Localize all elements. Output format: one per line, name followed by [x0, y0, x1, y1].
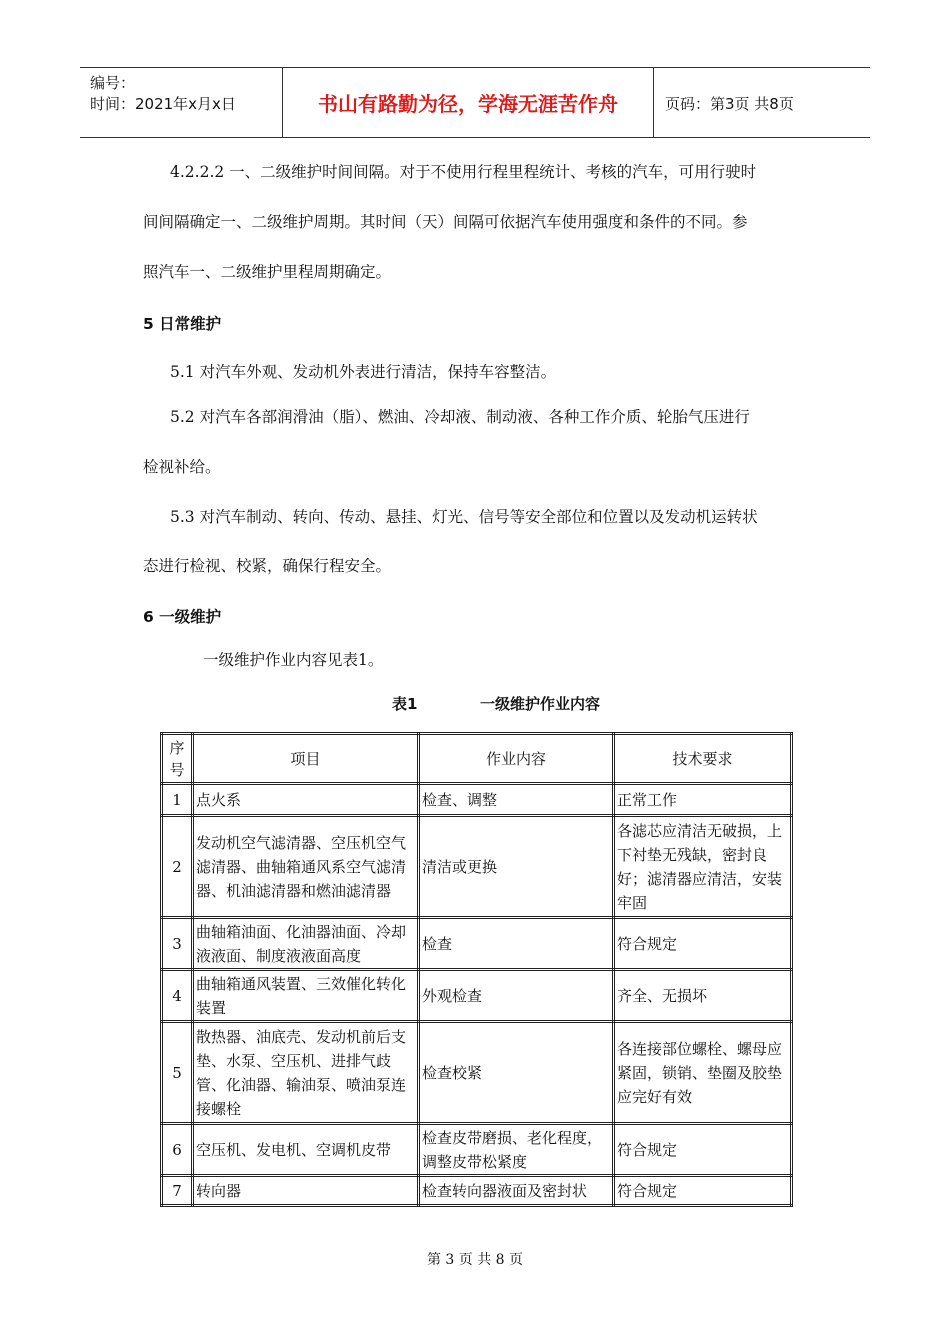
row-work: 外观检查 [419, 970, 614, 1022]
row-work: 检查 [419, 918, 614, 970]
row-req: 符合规定 [614, 1124, 792, 1176]
heading-5: 5 日常维护 [143, 315, 222, 333]
row-req: 正常工作 [614, 784, 792, 816]
page-header [80, 67, 870, 138]
row-item: 散热器、油底壳、发动机前后支垫、水泵、空压机、进排气歧管、化油器、输油泵、喷油泵连接螺栓 [193, 1022, 419, 1124]
row-item: 转向器 [193, 1176, 419, 1206]
row-no: 3 [162, 918, 193, 970]
row-req: 符合规定 [614, 918, 792, 970]
row-work: 检查、调整 [419, 784, 614, 816]
header-no: 序号 [162, 734, 193, 784]
row-no: 5 [162, 1022, 193, 1124]
header-work: 作业内容 [419, 734, 614, 784]
table-header-row [162, 734, 792, 784]
para-4222-line2: 间间隔确定一、二级维护周期。其时间（天）间隔可依据汽车使用强度和条件的不同。参 [143, 213, 748, 231]
row-item: 空压机、发电机、空调机皮带 [193, 1124, 419, 1176]
header-item: 项目 [193, 734, 419, 784]
row-work: 检查皮带磨损、老化程度，调整皮带松紧度 [419, 1124, 614, 1176]
row-req: 符合规定 [614, 1176, 792, 1206]
table-row [162, 918, 792, 970]
para-4222-line1: 4.2.2.2 一、二级维护时间间隔。对于不使用行程里程统计、考核的汽车，可用行驶时 [170, 163, 757, 181]
page-footer: 第 3 页 共 8 页 [426, 1252, 524, 1268]
row-no: 7 [162, 1176, 193, 1206]
table-row [162, 1176, 792, 1206]
para-4222-line3: 照汽车一、二级维护里程周期确定。 [143, 263, 392, 281]
header-req: 技术要求 [614, 734, 792, 784]
table-caption-title: 一级维护作业内容 [480, 695, 601, 713]
table-row [162, 1022, 792, 1124]
row-req: 各滤芯应清洁无破损，上下衬垫无残缺，密封良好；滤清器应清洁，安装牢固 [614, 816, 792, 918]
row-req: 各连接部位螺栓、螺母应紧固，锁销、垫圈及胶垫应完好有效 [614, 1022, 792, 1124]
para-53-line1: 5.3 对汽车制动、转向、传动、悬挂、灯光、信号等安全部位和位置以及发动机运转状 [170, 508, 758, 526]
para-51: 5.1 对汽车外观、发动机外表进行清洁，保持车容整洁。 [170, 363, 557, 381]
row-no: 6 [162, 1124, 193, 1176]
row-work: 检查校紧 [419, 1022, 614, 1124]
header-page-info: 页码：第3页 共8页 [665, 95, 794, 113]
row-work: 检查转向器液面及密封状 [419, 1176, 614, 1206]
doc-number-label: 编号： [90, 74, 136, 92]
row-no: 1 [162, 784, 193, 816]
maintenance-table [160, 732, 793, 1207]
para-52-line2: 检视补给。 [143, 458, 221, 476]
row-req: 齐全、无损坏 [614, 970, 792, 1022]
para-53-line2: 态进行检视、校紧，确保行程安全。 [143, 557, 392, 575]
row-item: 发动机空气滤清器、空压机空气滤清器、曲轴箱通风系空气滤清器、机油滤清器和燃油滤清器 [193, 816, 419, 918]
table-row [162, 970, 792, 1022]
header-meta [80, 68, 283, 137]
para-6: 一级维护作业内容见表1。 [203, 651, 384, 669]
header-motto: 书山有路勤为径，学海无涯苦作舟 [283, 68, 654, 137]
row-no: 2 [162, 816, 193, 918]
table-row [162, 1124, 792, 1176]
table-caption-number: 表1 [392, 695, 418, 713]
row-item: 点火系 [193, 784, 419, 816]
table-row [162, 784, 792, 816]
para-52-line1: 5.2 对汽车各部润滑油（脂）、燃油、冷却液、制动液、各种工作介质、轮胎气压进行 [170, 408, 750, 426]
table-row [162, 816, 792, 918]
row-work: 清洁或更换 [419, 816, 614, 918]
heading-6: 6 一级维护 [143, 608, 222, 626]
row-item: 曲轴箱通风装置、三效催化转化装置 [193, 970, 419, 1022]
row-item: 曲轴箱油面、化油器油面、冷却液液面、制度液液面高度 [193, 918, 419, 970]
row-no: 4 [162, 970, 193, 1022]
doc-date-label: 时间：2021年x月x日 [90, 95, 236, 113]
